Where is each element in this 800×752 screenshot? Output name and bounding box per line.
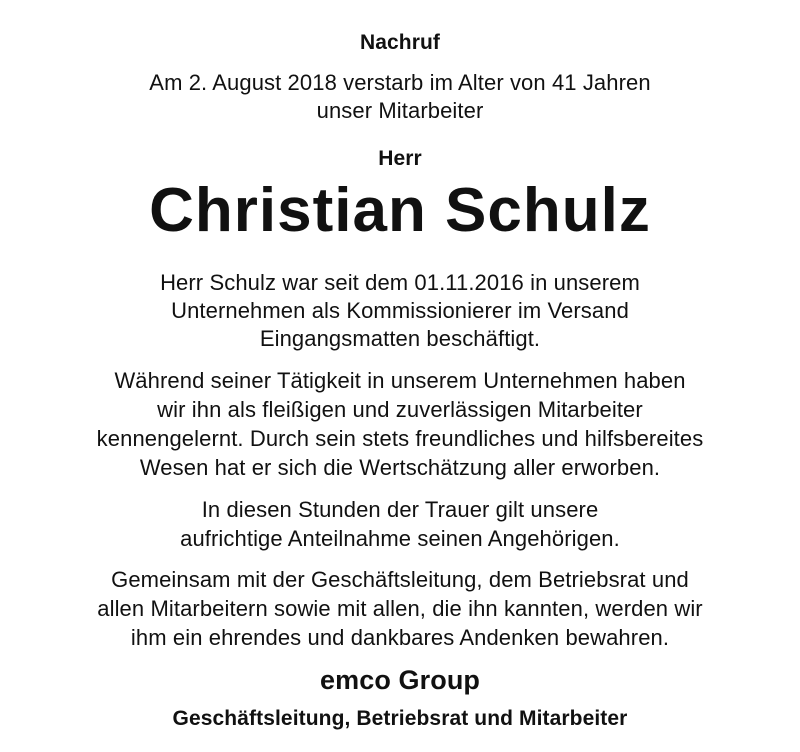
paragraph-1-line-3: Eingangsmatten beschäftigt. (259, 326, 541, 351)
paragraph-2-line-4: Wesen hat er sich die Wertschätzung aller erworben. (139, 455, 661, 480)
paragraph-2-line-3: kennengelernt. Durch sein stets freundliches und hilfsbereites (96, 426, 704, 451)
company-name: emco Group (319, 665, 481, 695)
paragraph-3-line-2: aufrichtige Anteilnahme seinen Angehörigen. (180, 526, 620, 551)
paragraph-1-line-1: Herr Schulz war seit dem 01.11.2016 in unserem (160, 270, 640, 295)
paragraph-4-line-3: ihm ein ehrendes und dankbares Andenken bewahren. (130, 625, 670, 650)
paragraph-4-line-2: allen Mitarbeitern sowie mit allen, die ihn kannten, werden wir (97, 596, 703, 621)
deceased-name: Christian Schulz (149, 176, 651, 245)
paragraph-4-line-1: Gemeinsam mit der Geschäftsleitung, dem Betriebsrat und (111, 567, 689, 592)
signatories: Geschäftsleitung, Betriebsrat und Mitarbeiter (172, 707, 628, 730)
intro-line-1: Am 2. August 2018 verstarb im Alter von 41 Jahren (149, 70, 651, 95)
intro-line-2: unser Mitarbeiter (316, 98, 484, 123)
paragraph-3-line-1: In diesen Stunden der Trauer gilt unsere (201, 497, 599, 522)
notice-title: Nachruf (359, 31, 441, 54)
paragraph-2-line-1: Während seiner Tätigkeit in unserem Unternehmen haben (114, 368, 686, 393)
paragraph-2-line-2: wir ihn als fleißigen und zuverlässigen Mitarbeiter (157, 397, 643, 422)
salutation: Herr (378, 147, 422, 170)
paragraph-1-line-2: Unternehmen als Kommissionierer im Versand (171, 298, 629, 323)
